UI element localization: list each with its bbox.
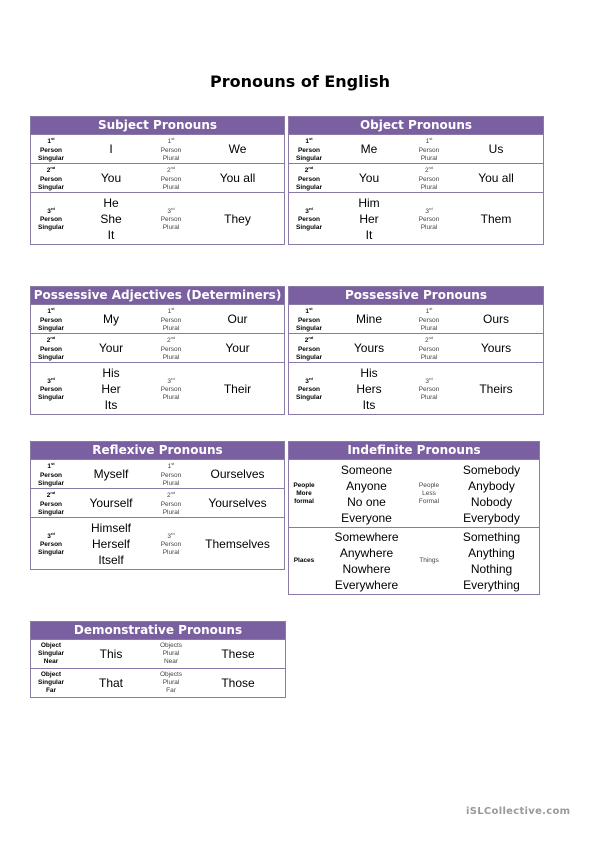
person-cell: 1st Person Singular: [37, 136, 64, 162]
pronoun-cell: Him Her It: [358, 195, 380, 242]
indefinite-pronouns-table: [288, 441, 540, 595]
table-header: Reflexive Pronouns: [31, 442, 284, 459]
table-header: Possessive Adjectives (Determiners): [31, 287, 284, 304]
table-row: [289, 192, 543, 244]
pronoun-cell: Yourself: [89, 496, 133, 510]
pronoun-cell: Me: [360, 142, 378, 156]
person-cell: 2nd Person Plural: [160, 490, 182, 516]
subject-pronouns-table: [30, 116, 285, 245]
table-row: [31, 163, 284, 192]
watermark: iSLCollective.com: [466, 806, 571, 817]
pronoun-cell: You: [358, 171, 380, 185]
pronoun-cell: This: [99, 647, 123, 661]
person-cell: 1st Person Singular: [295, 136, 322, 162]
demonstrative-pronouns-table: [30, 621, 286, 698]
table-header: Possessive Pronouns: [289, 287, 543, 304]
pronoun-cell: Those: [221, 676, 255, 690]
table-row: [31, 134, 284, 163]
category-cell: Places: [293, 557, 315, 564]
page-title: Pronouns of English: [209, 72, 391, 91]
pronoun-cell: Your: [98, 341, 124, 355]
table-row: [289, 527, 539, 594]
person-cell: 3rd Person Plural: [160, 205, 182, 232]
person-cell: 2nd Person Plural: [160, 165, 182, 191]
pronoun-cell: You all: [219, 171, 256, 185]
pronoun-cell: My: [103, 312, 119, 326]
pronoun-cell: Ours: [482, 312, 509, 326]
pronoun-cell: Somebody Anybody Nobody Everybody: [462, 462, 521, 525]
person-cell: 2nd Person Singular: [37, 335, 64, 361]
pronoun-cell: Themselves: [205, 536, 270, 551]
table-row: [289, 459, 539, 527]
table-row: [31, 362, 284, 414]
pronoun-cell: You: [100, 171, 122, 185]
pronoun-cell: That: [98, 676, 123, 690]
person-cell: 1st Person Plural: [160, 306, 182, 332]
person-cell: 1st Person Singular: [37, 461, 64, 487]
person-cell: 3rd Person Singular: [37, 375, 64, 402]
person-cell: 2nd Person Plural: [418, 335, 440, 361]
category-cell: People More formal: [293, 481, 315, 505]
object-cell: Object Singular Far: [37, 671, 64, 694]
person-cell: 1st Person Singular: [295, 306, 322, 332]
table-header: Subject Pronouns: [31, 117, 284, 134]
pronoun-cell: These: [221, 647, 255, 661]
person-cell: 2nd Person Plural: [418, 165, 440, 191]
person-cell: 2nd Person Singular: [37, 490, 64, 516]
person-cell: 1st Person Plural: [160, 136, 182, 162]
pronoun-cell: Himself Herself Itself: [90, 520, 131, 567]
person-cell: 2nd Person Singular: [295, 335, 322, 361]
table-row: [289, 333, 543, 362]
pronoun-cell: Theirs: [479, 381, 513, 396]
category-cell: People Less Formal: [418, 481, 440, 505]
pronoun-cell: Their: [223, 381, 252, 396]
pronoun-cell: They: [224, 211, 251, 226]
person-cell: 1st Person Plural: [160, 461, 182, 487]
person-cell: 3rd Person Plural: [418, 205, 440, 232]
pronoun-cell: His Hers Its: [356, 365, 382, 412]
table-row: [31, 304, 284, 333]
person-cell: 2nd Person Singular: [37, 165, 64, 191]
person-cell: 3rd Person Singular: [37, 205, 64, 232]
table-header: Object Pronouns: [289, 117, 543, 134]
table-row: [31, 459, 284, 488]
pronoun-cell: You all: [478, 171, 514, 185]
table-row: [31, 668, 285, 697]
table-row: [31, 488, 284, 517]
object-cell: Objects Plural Far: [159, 671, 183, 694]
object-cell: Object Singular Near: [37, 642, 64, 665]
pronoun-cell: We: [228, 142, 247, 156]
table-header: Demonstrative Pronouns: [31, 622, 285, 639]
pronoun-cell: Yours: [353, 341, 385, 355]
table-row: [31, 192, 284, 244]
pronoun-cell: Them: [480, 211, 512, 226]
pronoun-cell: Ourselves: [210, 467, 265, 481]
table-row: [31, 517, 284, 569]
pronoun-cell: Something Anything Nothing Everything: [462, 530, 521, 592]
pronoun-cell: Your: [225, 341, 250, 355]
object-pronouns-table: [288, 116, 544, 245]
person-cell: 2nd Person Plural: [160, 335, 182, 361]
table-row: [289, 304, 543, 333]
table-row: [289, 362, 543, 414]
object-cell: Objects Plural Near: [159, 642, 183, 665]
person-cell: 1st Person Plural: [418, 136, 440, 162]
possessive-pronouns-table: [288, 286, 544, 415]
person-cell: 3rd Person Plural: [160, 530, 182, 557]
pronoun-cell: Somewhere Anywhere Nowhere Everywhere: [334, 530, 399, 592]
person-cell: 3rd Person Plural: [160, 375, 182, 402]
table-row: [31, 639, 285, 668]
table-row: [289, 163, 543, 192]
pronoun-cell: Myself: [93, 467, 129, 481]
person-cell: 3rd Person Plural: [418, 375, 440, 402]
person-cell: 2nd Person Singular: [295, 165, 322, 191]
pronoun-cell: Someone Anyone No one Everyone: [340, 462, 393, 525]
pronoun-cell: His Her Its: [101, 365, 121, 412]
person-cell: 3rd Person Singular: [295, 205, 322, 232]
reflexive-pronouns-table: [30, 441, 285, 570]
pronoun-cell: Mine: [355, 312, 382, 326]
table-row: [31, 333, 284, 362]
person-cell: 3rd Person Singular: [37, 530, 64, 557]
possessive-adjectives-table: [30, 286, 285, 415]
pronoun-cell: I: [109, 142, 113, 156]
person-cell: 3rd Person Singular: [295, 375, 322, 402]
pronoun-cell: He She It: [100, 195, 122, 242]
person-cell: 1st Person Singular: [37, 306, 64, 332]
table-row: [289, 134, 543, 163]
category-cell: Things: [419, 557, 439, 564]
pronoun-cell: Us: [488, 142, 504, 156]
pronoun-cell: Yourselves: [208, 496, 267, 510]
person-cell: 1st Person Plural: [418, 306, 440, 332]
table-header: Indefinite Pronouns: [289, 442, 539, 459]
pronoun-cell: Our: [227, 312, 248, 326]
pronoun-cell: Yours: [480, 341, 512, 355]
